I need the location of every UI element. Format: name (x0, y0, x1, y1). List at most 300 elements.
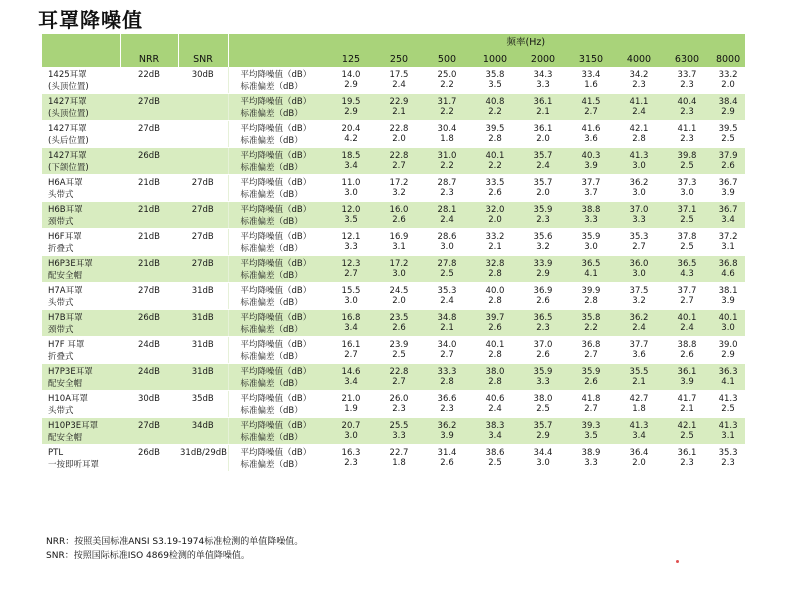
mean-value: 32.8 (471, 256, 519, 270)
mean-value: 33.4 (567, 67, 615, 80)
metric-label-sd: 标准偏差（dB） (228, 458, 327, 472)
mean-value: 41.7 (663, 391, 711, 405)
sd-value: 2.9 (711, 350, 745, 364)
snr-value: 31dB (178, 283, 228, 297)
metric-label-mean: 平均降噪值（dB） (228, 337, 327, 351)
mean-value: 40.1 (663, 310, 711, 324)
sd-value: 2.5 (711, 134, 745, 148)
nrr-blank (120, 458, 178, 472)
mean-value: 32.0 (471, 202, 519, 216)
mean-value: 35.5 (615, 364, 663, 378)
header-blank (42, 34, 120, 48)
sd-value: 3.6 (615, 350, 663, 364)
mean-value: 39.9 (567, 283, 615, 297)
table-row-sd (42, 161, 745, 175)
mean-value: 38.9 (567, 445, 615, 459)
mean-value: 38.3 (471, 418, 519, 432)
mean-value: 33.9 (519, 256, 567, 270)
sd-value: 3.2 (615, 296, 663, 310)
table-row (42, 283, 745, 297)
table-row (42, 148, 745, 162)
product-name: 1425耳罩 (42, 67, 120, 80)
nrr-value: 24dB (120, 364, 178, 378)
mean-value: 39.7 (471, 310, 519, 324)
mean-value: 16.3 (327, 445, 375, 459)
nrr-value: 26dB (120, 148, 178, 162)
sd-value: 1.8 (615, 404, 663, 418)
mean-value: 34.3 (519, 67, 567, 80)
nrr-blank (120, 431, 178, 445)
nrr-blank (120, 215, 178, 229)
metric-label-mean: 平均降噪值（dB） (228, 94, 327, 108)
sd-value: 2.3 (663, 458, 711, 472)
mean-value: 38.4 (711, 94, 745, 108)
sd-value: 2.2 (423, 107, 471, 121)
red-dot-mark (676, 560, 679, 563)
mean-value: 37.2 (711, 229, 745, 243)
metric-label-sd: 标准偏差（dB） (228, 161, 327, 175)
mean-value: 41.6 (567, 121, 615, 135)
sd-value: 3.0 (711, 323, 745, 337)
product-name: 1427耳罩 (42, 121, 120, 135)
sd-value: 2.2 (423, 161, 471, 175)
sd-value: 3.5 (327, 215, 375, 229)
sd-value: 2.0 (519, 134, 567, 148)
product-subtitle: (头后位置) (42, 134, 120, 148)
sd-value: 2.8 (423, 377, 471, 391)
mean-value: 36.8 (567, 337, 615, 351)
metric-label-mean: 平均降噪值（dB） (228, 202, 327, 216)
sd-value: 3.3 (519, 80, 567, 94)
mean-value: 33.7 (663, 67, 711, 80)
sd-value: 2.3 (423, 188, 471, 202)
sd-value: 2.5 (423, 269, 471, 283)
nrr-value: 27dB (120, 418, 178, 432)
nrr-value: 21dB (120, 175, 178, 189)
mean-value: 19.5 (327, 94, 375, 108)
mean-value: 41.5 (567, 94, 615, 108)
mean-value: 36.9 (519, 283, 567, 297)
sd-value: 2.8 (567, 296, 615, 310)
header-snr: SNR (178, 48, 228, 67)
sd-value: 2.6 (375, 215, 423, 229)
mean-value: 36.0 (615, 256, 663, 270)
sd-value: 2.3 (615, 80, 663, 94)
sd-value: 3.4 (327, 161, 375, 175)
sd-value: 3.3 (567, 458, 615, 472)
snr-value: 27dB (178, 256, 228, 270)
sd-value: 2.8 (471, 134, 519, 148)
nrr-blank (120, 80, 178, 94)
mean-value: 28.7 (423, 175, 471, 189)
mean-value: 36.1 (519, 121, 567, 135)
sd-value: 3.2 (519, 242, 567, 256)
sd-value: 2.7 (663, 296, 711, 310)
table-row-sd (42, 80, 745, 94)
footnotes (46, 535, 303, 563)
mean-value: 36.5 (567, 256, 615, 270)
sd-value: 2.8 (615, 134, 663, 148)
product-subtitle: 头带式 (42, 404, 120, 418)
snr-blank (178, 215, 228, 229)
sd-value: 3.0 (375, 269, 423, 283)
mean-value: 16.9 (375, 229, 423, 243)
sd-value: 2.6 (519, 296, 567, 310)
table-row-sd (42, 458, 745, 472)
sd-value: 2.3 (375, 404, 423, 418)
snr-value: 31dB/29dB (178, 445, 228, 459)
table-row-sd (42, 107, 745, 121)
snr-blank (178, 350, 228, 364)
snr-value: 30dB (178, 67, 228, 80)
page-title: 耳罩降噪值 (38, 8, 143, 32)
sd-value: 2.6 (471, 323, 519, 337)
mean-value: 25.0 (423, 67, 471, 80)
sd-value: 2.0 (615, 458, 663, 472)
table-row (42, 310, 745, 324)
product-name: H6F耳罩 (42, 229, 120, 243)
mean-value: 42.7 (615, 391, 663, 405)
sd-value: 2.6 (375, 323, 423, 337)
product-subtitle: 颈带式 (42, 323, 120, 337)
sd-value: 2.7 (375, 377, 423, 391)
nrr-value: 26dB (120, 445, 178, 459)
snr-blank (178, 80, 228, 94)
sd-value: 3.6 (567, 134, 615, 148)
metric-label-mean: 平均降噪值（dB） (228, 445, 327, 459)
mean-value: 22.8 (375, 364, 423, 378)
table-row (42, 175, 745, 189)
header-freq: 3150 (567, 48, 615, 67)
mean-value: 16.0 (375, 202, 423, 216)
product-subtitle: (头顶位置) (42, 107, 120, 121)
mean-value: 37.1 (663, 202, 711, 216)
table-row (42, 67, 745, 80)
nrr-value: 27dB (120, 121, 178, 135)
mean-value: 17.2 (375, 175, 423, 189)
sd-value: 2.9 (327, 107, 375, 121)
table-row (42, 337, 745, 351)
mean-value: 24.5 (375, 283, 423, 297)
nrr-blank (120, 296, 178, 310)
sd-value: 3.0 (615, 269, 663, 283)
product-subtitle: (头顶位置) (42, 80, 120, 94)
mean-value: 40.3 (567, 148, 615, 162)
sd-value: 1.8 (375, 458, 423, 472)
mean-value: 36.5 (663, 256, 711, 270)
mean-value: 11.0 (327, 175, 375, 189)
product-subtitle: 颈带式 (42, 215, 120, 229)
header-product (42, 48, 120, 67)
mean-value: 37.7 (615, 337, 663, 351)
mean-value: 36.7 (711, 175, 745, 189)
metric-label-sd: 标准偏差（dB） (228, 350, 327, 364)
sd-value: 2.8 (471, 269, 519, 283)
mean-value: 40.1 (471, 148, 519, 162)
mean-value: 40.1 (471, 337, 519, 351)
nrr-blank (120, 107, 178, 121)
sd-value: 2.0 (375, 134, 423, 148)
metric-label-mean: 平均降噪值（dB） (228, 256, 327, 270)
sd-value: 2.2 (567, 323, 615, 337)
sd-value: 2.4 (615, 107, 663, 121)
nrr-value: 21dB (120, 202, 178, 216)
mean-value: 21.0 (327, 391, 375, 405)
mean-value: 39.5 (711, 121, 745, 135)
sd-value: 2.3 (423, 404, 471, 418)
mean-value: 22.7 (375, 445, 423, 459)
table-row-sd (42, 215, 745, 229)
sd-value: 3.4 (615, 431, 663, 445)
mean-value: 36.6 (423, 391, 471, 405)
sd-value: 4.1 (567, 269, 615, 283)
header-metric (228, 48, 327, 67)
product-subtitle: 配安全帽 (42, 269, 120, 283)
sd-value: 2.6 (423, 458, 471, 472)
sd-value: 3.4 (327, 377, 375, 391)
mean-value: 36.2 (615, 310, 663, 324)
sd-value: 3.1 (711, 242, 745, 256)
mean-value: 33.2 (471, 229, 519, 243)
sd-value: 3.4 (471, 431, 519, 445)
product-name: H6P3E耳罩 (42, 256, 120, 270)
nrr-blank (120, 404, 178, 418)
snr-value: 31dB (178, 337, 228, 351)
sd-value: 3.9 (711, 188, 745, 202)
sd-value: 1.9 (327, 404, 375, 418)
sd-value: 2.4 (519, 161, 567, 175)
mean-value: 39.8 (663, 148, 711, 162)
sd-value: 2.8 (471, 350, 519, 364)
mean-value: 41.3 (711, 418, 745, 432)
nrr-value: 27dB (120, 94, 178, 108)
metric-label-sd: 标准偏差（dB） (228, 134, 327, 148)
sd-value: 2.0 (375, 296, 423, 310)
sd-value: 2.0 (519, 188, 567, 202)
header-freq: 500 (423, 48, 471, 67)
sd-value: 3.7 (567, 188, 615, 202)
mean-value: 38.1 (711, 283, 745, 297)
metric-label-sd: 标准偏差（dB） (228, 215, 327, 229)
sd-value: 2.7 (567, 404, 615, 418)
mean-value: 40.6 (471, 391, 519, 405)
sd-value: 3.9 (423, 431, 471, 445)
snr-value (178, 121, 228, 135)
metric-label-sd: 标准偏差（dB） (228, 269, 327, 283)
sd-value: 2.4 (615, 323, 663, 337)
product-name: 1427耳罩 (42, 94, 120, 108)
product-name: H7B耳罩 (42, 310, 120, 324)
mean-value: 35.9 (519, 202, 567, 216)
sd-value: 2.5 (375, 350, 423, 364)
nrr-value: 22dB (120, 67, 178, 80)
metric-label-mean: 平均降噪值（dB） (228, 283, 327, 297)
sd-value: 2.4 (423, 215, 471, 229)
sd-value: 2.4 (423, 296, 471, 310)
sd-value: 1.6 (567, 80, 615, 94)
mean-value: 28.1 (423, 202, 471, 216)
sd-value: 2.5 (663, 215, 711, 229)
metric-label-sd: 标准偏差（dB） (228, 188, 327, 202)
snr-value: 27dB (178, 229, 228, 243)
mean-value: 35.7 (519, 418, 567, 432)
mean-value: 36.7 (711, 202, 745, 216)
mean-value: 20.4 (327, 121, 375, 135)
metric-label-sd: 标准偏差（dB） (228, 404, 327, 418)
metric-label-mean: 平均降噪值（dB） (228, 175, 327, 189)
header-freq: 2000 (519, 48, 567, 67)
snr-value (178, 148, 228, 162)
product-name: PTL (42, 445, 120, 459)
sd-value: 2.1 (615, 377, 663, 391)
mean-value: 35.3 (615, 229, 663, 243)
sd-value: 3.9 (567, 161, 615, 175)
sd-value: 3.1 (711, 431, 745, 445)
sd-value: 2.3 (327, 458, 375, 472)
table-row-sd (42, 296, 745, 310)
sd-value: 2.0 (471, 215, 519, 229)
mean-value: 23.9 (375, 337, 423, 351)
table-row (42, 391, 745, 405)
sd-value: 3.0 (423, 242, 471, 256)
metric-label-mean: 平均降噪值（dB） (228, 229, 327, 243)
mean-value: 12.1 (327, 229, 375, 243)
sd-value: 2.3 (663, 80, 711, 94)
header-freq: 125 (327, 48, 375, 67)
snr-blank (178, 323, 228, 337)
sd-value: 3.4 (711, 215, 745, 229)
mean-value: 36.2 (615, 175, 663, 189)
mean-value: 37.0 (519, 337, 567, 351)
mean-value: 37.5 (615, 283, 663, 297)
snr-value (178, 94, 228, 108)
nrr-value: 27dB (120, 283, 178, 297)
header-freq: 1000 (471, 48, 519, 67)
metric-label-mean: 平均降噪值（dB） (228, 310, 327, 324)
product-name: H6B耳罩 (42, 202, 120, 216)
snr-blank (178, 242, 228, 256)
mean-value: 35.6 (519, 229, 567, 243)
sd-value: 2.3 (711, 458, 745, 472)
mean-value: 17.5 (375, 67, 423, 80)
snr-value: 35dB (178, 391, 228, 405)
mean-value: 37.8 (663, 229, 711, 243)
product-name: H6A耳罩 (42, 175, 120, 189)
sd-value: 2.5 (711, 404, 745, 418)
mean-value: 35.7 (519, 148, 567, 162)
table-row-sd (42, 350, 745, 364)
mean-value: 41.8 (567, 391, 615, 405)
sd-value: 3.3 (567, 215, 615, 229)
mean-value: 40.4 (663, 94, 711, 108)
sd-value: 2.2 (471, 107, 519, 121)
nrr-blank (120, 269, 178, 283)
mean-value: 31.0 (423, 148, 471, 162)
table-row (42, 94, 745, 108)
mean-value: 34.2 (615, 67, 663, 80)
mean-value: 37.9 (711, 148, 745, 162)
snr-blank (178, 458, 228, 472)
mean-value: 36.1 (663, 445, 711, 459)
table-row-sd (42, 431, 745, 445)
sd-value: 3.0 (327, 431, 375, 445)
mean-value: 35.8 (567, 310, 615, 324)
table-row-sd (42, 377, 745, 391)
note-nrr: NRR：按照美国标准ANSI S3.19-1974标准检测的单值降噪值。 (46, 537, 304, 547)
header-frequency-title: 频率(Hz) (228, 34, 745, 48)
product-name: 1427耳罩 (42, 148, 120, 162)
nrr-value: 26dB (120, 310, 178, 324)
mean-value: 34.4 (519, 445, 567, 459)
mean-value: 15.5 (327, 283, 375, 297)
metric-label-mean: 平均降噪值（dB） (228, 364, 327, 378)
product-subtitle: (下颌位置) (42, 161, 120, 175)
metric-label-sd: 标准偏差（dB） (228, 377, 327, 391)
table-row (42, 364, 745, 378)
mean-value: 18.5 (327, 148, 375, 162)
product-subtitle: 头带式 (42, 296, 120, 310)
nrr-blank (120, 350, 178, 364)
mean-value: 31.7 (423, 94, 471, 108)
mean-value: 12.0 (327, 202, 375, 216)
sd-value: 2.5 (663, 161, 711, 175)
sd-value: 3.3 (519, 377, 567, 391)
metric-label-sd: 标准偏差（dB） (228, 242, 327, 256)
header-nrr-top (120, 34, 178, 48)
table-row (42, 202, 745, 216)
mean-value: 42.1 (615, 121, 663, 135)
metric-label-sd: 标准偏差（dB） (228, 431, 327, 445)
sd-value: 4.1 (711, 377, 745, 391)
metric-label-mean: 平均降噪值（dB） (228, 67, 327, 80)
mean-value: 34.8 (423, 310, 471, 324)
sd-value: 3.0 (519, 458, 567, 472)
mean-value: 38.8 (567, 202, 615, 216)
sd-value: 3.1 (375, 242, 423, 256)
sd-value: 2.2 (423, 80, 471, 94)
sd-value: 2.1 (375, 107, 423, 121)
mean-value: 33.3 (423, 364, 471, 378)
mean-value: 39.3 (567, 418, 615, 432)
product-subtitle: 配安全帽 (42, 431, 120, 445)
snr-blank (178, 107, 228, 121)
sd-value: 2.4 (375, 80, 423, 94)
nrr-blank (120, 188, 178, 202)
product-name: H7F 耳罩 (42, 337, 120, 351)
snr-blank (178, 134, 228, 148)
sd-value: 3.5 (471, 80, 519, 94)
mean-value: 22.8 (375, 148, 423, 162)
metric-label-sd: 标准偏差（dB） (228, 80, 327, 94)
mean-value: 36.8 (711, 256, 745, 270)
sd-value: 4.2 (327, 134, 375, 148)
sd-value: 2.7 (423, 350, 471, 364)
product-name: H10A耳罩 (42, 391, 120, 405)
sd-value: 2.4 (471, 404, 519, 418)
snr-value: 31dB (178, 310, 228, 324)
snr-blank (178, 377, 228, 391)
mean-value: 28.6 (423, 229, 471, 243)
snr-value: 31dB (178, 364, 228, 378)
sd-value: 2.7 (327, 269, 375, 283)
sd-value: 3.0 (327, 188, 375, 202)
table-row-sd (42, 404, 745, 418)
mean-value: 33.2 (711, 67, 745, 80)
mean-value: 30.4 (423, 121, 471, 135)
sd-value: 3.3 (327, 242, 375, 256)
sd-value: 2.7 (567, 350, 615, 364)
mean-value: 35.3 (423, 283, 471, 297)
